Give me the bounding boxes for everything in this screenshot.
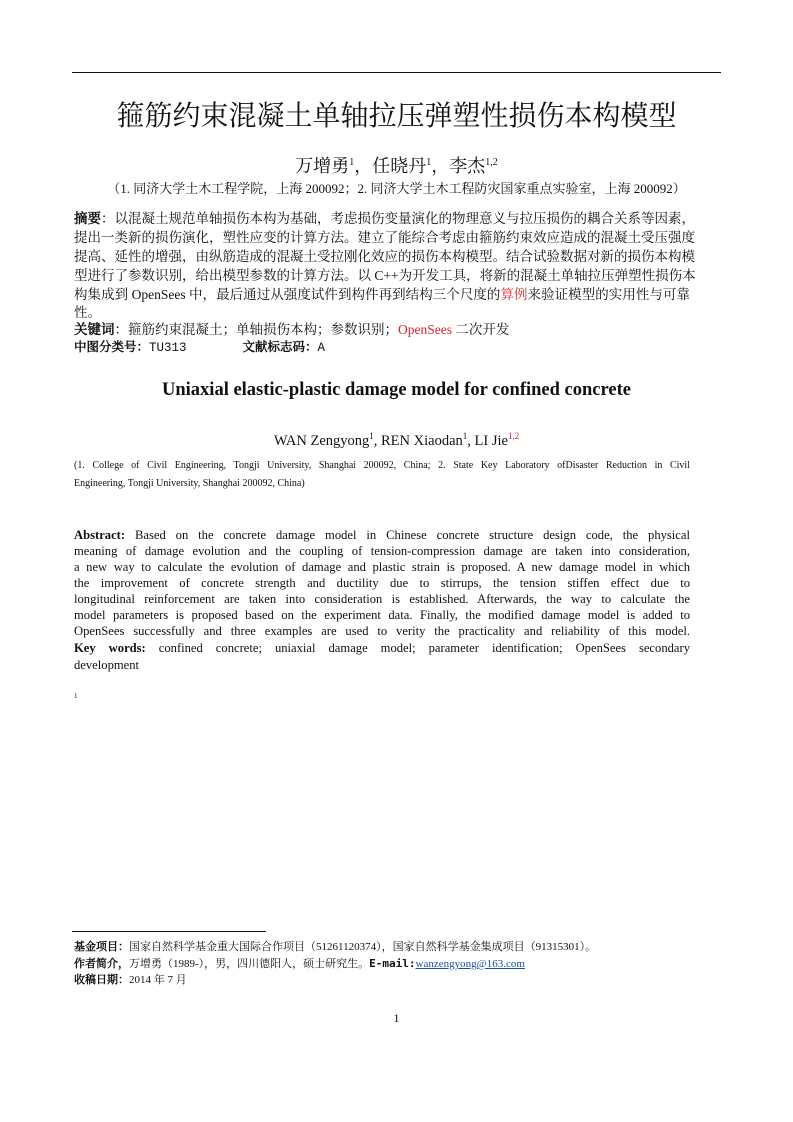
sep: ， [354, 156, 373, 176]
email-link[interactable]: wanzengyong@163.com [415, 958, 525, 970]
clc-label: 中图分类号： [74, 340, 150, 354]
text: confined concrete; uniaxial damage model; parameter identification; OpenSees secondary [145, 641, 690, 655]
text: Based on the concrete damage model in Chinese concrete structure design code, the physical [125, 528, 690, 542]
author-name: LI Jie [474, 432, 508, 449]
en-keywords-line [74, 640, 690, 656]
footnote-rule [72, 931, 266, 932]
text: 万增勇（1989-），男，四川德阳人，硕士研究生。 [129, 958, 370, 970]
en-affiliation-line: (1. College of Civil Engineering, Tongji University, Shanghai 200092, China; 2. State Key Laboratory ofDisaster Reduction in Civil [74, 460, 690, 471]
en-abstract-line: OpenSees successfully and three examples are used to verity the practicality and reliability of this model. [74, 624, 690, 638]
highlight: OpenSees [398, 322, 452, 337]
author-sup: 1 [426, 157, 432, 168]
sep: ， [431, 156, 450, 176]
en-affiliation-line: Engineering, Tongji University, Shanghai 200092, China) [74, 478, 305, 489]
abstract-label: Abstract: [74, 528, 126, 542]
fund-label: 基金项目： [74, 941, 129, 953]
author-name: 李杰 [449, 156, 486, 176]
author-sup: 1 [462, 431, 468, 441]
en-title: Uniaxial elastic-plastic damage model for confined concrete [162, 380, 631, 400]
text: 来验证模型的实用性与可靠 [527, 287, 691, 302]
keywords-label: 关键词 [74, 322, 115, 337]
keywords-label: Key words: [74, 641, 146, 655]
doc-label: 文献标志码： [242, 340, 318, 354]
en-abstract-line: a new way to calculate the evolution of damage and plastic strain is proposed. A new damage model in which [74, 560, 690, 574]
cn-abstract-line: 提出一类新的损伤演化，塑性应变的计算方法。建立了能综合考虑由箍筋约束效应造成的混凝土受压强度 [74, 230, 695, 245]
en-abstract-line: meaning of damage evolution and the coupling of tension-compression damage are taken into consideration, [74, 544, 690, 558]
text: ：箍筋约束混凝土；单轴损伤本构；参数识别； [114, 322, 398, 337]
en-abstract-line [74, 527, 690, 543]
clc-value: TU313 [149, 341, 187, 355]
date-label: 收稿日期： [74, 974, 129, 986]
text: ：以混凝土规范单轴损伤本构为基础，考虑损伤变量演化的物理意义与拉压损伤的耦合关系等因素， [101, 211, 695, 226]
cn-abstract-line: 型进行了参数识别，给出模型参数的计算方法。以 C++为开发工具，将新的混凝土单轴拉压弹塑性损伤本 [74, 268, 696, 283]
date-footnote [74, 971, 187, 987]
cn-affiliation: （1. 同济大学土木工程学院，上海 200092；2. 同济大学土木工程防灾国家重点实验室，上海 200092） [107, 181, 686, 196]
page-number: 1 [393, 1011, 400, 1025]
en-authors: WAN Zengyong$^1$, REN Xiaodan$^1$, LI Jie$^{1,2}$ [273, 431, 520, 449]
text: 构集成到 OpenSees 中，最后通过从强度试件到构件再到结构三个尺度的 [74, 287, 501, 302]
text: 2014 年 7 月 [129, 974, 187, 986]
text: 国家自然科学基金重大国际合作项目（51261120374），国家自然科学基金集成项目（91315301）。 [129, 941, 597, 953]
header-rule [72, 72, 721, 73]
doc-value: A [317, 341, 326, 355]
cn-keywords [74, 320, 509, 339]
email-label: E-mail: [369, 957, 416, 970]
author-name: WAN Zengyong [273, 432, 370, 449]
cn-abstract-line: 提高、延性的增强，由纵筋造成的混凝土受拉刚化效应的损伤本构模型。结合试验数据对新的损伤本构模 [74, 249, 695, 264]
cn-abstract-line [74, 285, 690, 304]
highlight: 算例 [500, 287, 528, 302]
author-name: 万增勇 [295, 156, 350, 176]
en-abstract-line: longitudinal reinforcement are taken into consideration is established. Afterwards, the way to calculate the [74, 592, 690, 606]
author-name: REN Xiaodan [381, 432, 463, 449]
en-keywords-line: development [74, 658, 140, 672]
cn-authors [0, 152, 793, 178]
author-sup: 1,2 [485, 157, 498, 168]
cn-title: 箍筋约束混凝土单轴拉压弹塑性损伤本构模型 [116, 101, 677, 132]
author-label: 作者简介， [74, 958, 129, 970]
en-abstract-line: the improvement of concrete strength and ductility due to stirrups, the tension stiffen effect due to [74, 576, 690, 590]
footnote-marker: 1 [74, 692, 78, 700]
en-abstract-line: model parameters is proposed based on the experiment data. Finally, the modified damage model is added to [74, 608, 690, 622]
author-footnote [74, 955, 525, 971]
author-name: 任晓丹 [372, 156, 427, 176]
author-sup: 1,2 [507, 431, 520, 441]
author-sup: 1 [369, 431, 374, 441]
text: 二次开发 [452, 322, 510, 337]
abstract-label: 摘要 [74, 211, 101, 226]
cn-abstract-line [74, 209, 695, 228]
cn-abstract-line: 性。 [74, 305, 101, 320]
author-sup: 1 [349, 157, 355, 168]
fund-footnote [74, 938, 596, 954]
cn-classification [74, 338, 325, 358]
